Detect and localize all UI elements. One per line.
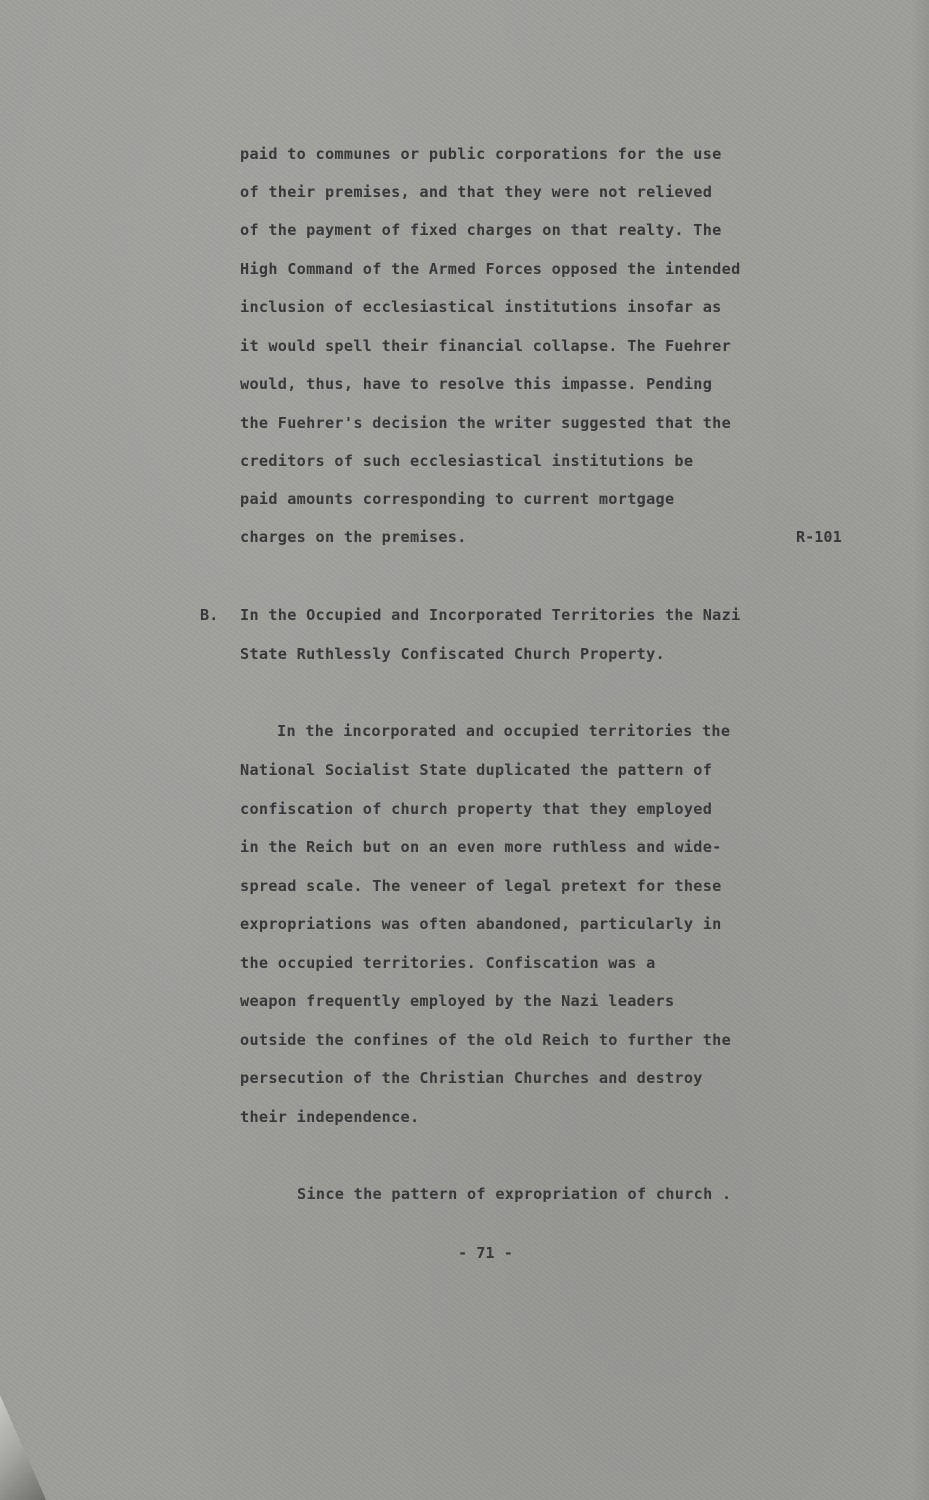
text-line: confiscation of church property that they employed (240, 800, 713, 818)
text-line: would, thus, have to resolve this impasse. Pending (240, 375, 713, 393)
text-line: High Command of the Armed Forces opposed the intended (240, 260, 741, 278)
text-line: outside the confines of the old Reich to further the (240, 1031, 732, 1049)
page-number: - 71 - (458, 1244, 513, 1262)
text-line: persecution of the Christian Churches and destroy (240, 1069, 703, 1087)
folded-corner (0, 1395, 46, 1500)
text-line: of the payment of fixed charges on that realty. The (240, 221, 722, 239)
section-marker: B. (200, 606, 219, 624)
text-line: spread scale. The veneer of legal pretext for these (240, 877, 722, 895)
text-line: in the Reich but on an even more ruthless and wide- (240, 838, 722, 856)
text-line: inclusion of ecclesiastical institutions insofar as (240, 298, 722, 316)
page-edge-shadow (911, 0, 929, 1500)
text-line: weapon frequently employed by the Nazi leaders (240, 992, 675, 1010)
text-line: the occupied territories. Confiscation was a (240, 954, 656, 972)
text-line: expropriations was often abandoned, particularly in (240, 915, 722, 933)
text-line: it would spell their financial collapse. The Fuehrer (240, 337, 732, 355)
text-line: the Fuehrer's decision the writer suggested that the (240, 414, 732, 432)
text-line: charges on the premises. (240, 528, 467, 546)
text-line: National Socialist State duplicated the pattern of (240, 761, 713, 779)
text-line: In the incorporated and occupied territories the (277, 722, 731, 740)
text-line: paid to communes or public corporations for the use (240, 145, 722, 163)
text-line: creditors of such ecclesiastical institutions be (240, 452, 694, 470)
text-line: Since the pattern of expropriation of church . (297, 1185, 732, 1203)
document-reference: R-101 (796, 528, 842, 546)
section-heading-line: State Ruthlessly Confiscated Church Property. (240, 645, 665, 663)
text-line: paid amounts corresponding to current mortgage (240, 490, 675, 508)
text-line: their independence. (240, 1108, 420, 1126)
text-line: of their premises, and that they were not relieved (240, 183, 713, 201)
section-heading-line: In the Occupied and Incorporated Territories the Nazi (240, 606, 741, 624)
